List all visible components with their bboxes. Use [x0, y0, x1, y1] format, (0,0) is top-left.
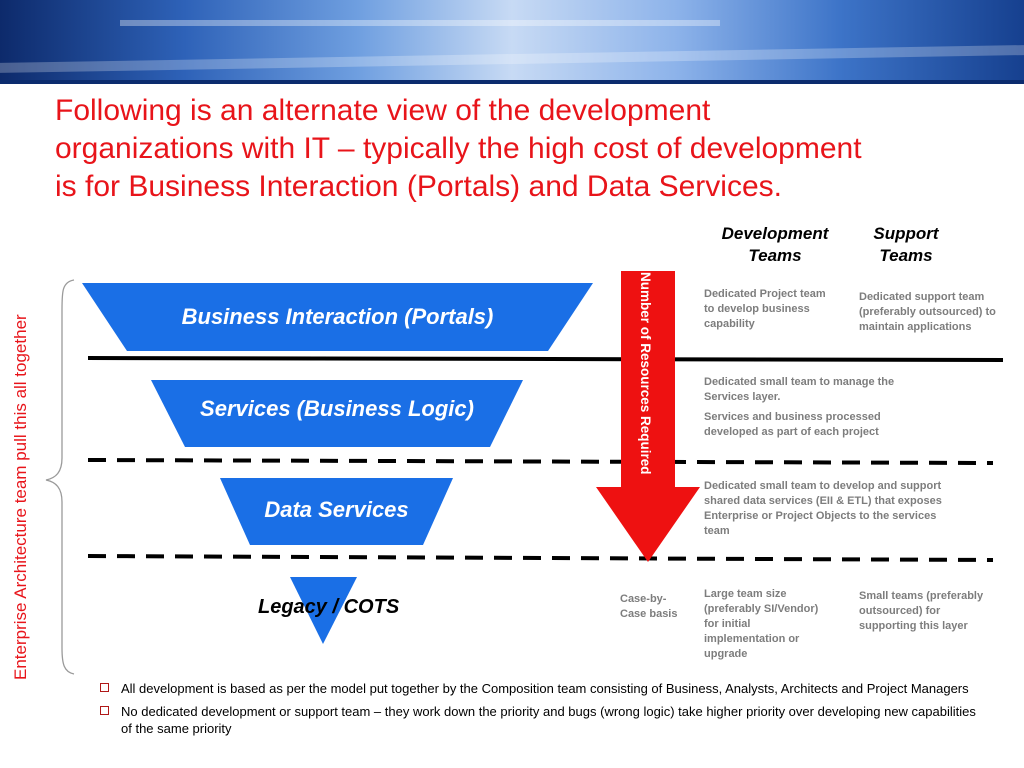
development-teams-header: Development Teams	[721, 224, 829, 265]
solid-separator	[88, 358, 1003, 360]
services-dev-note-2: Services and business processed developed as part of each project	[704, 411, 881, 438]
resources-arrow-label: Number of Resources Required	[638, 272, 653, 475]
data-services-dev-note: Dedicated small team to develop and support shared data services (EII & ETL) that exposes Enterprise or Project Objects to the services team	[704, 480, 942, 537]
bullet-item	[100, 680, 980, 697]
support-teams-header: Support Teams	[873, 224, 939, 265]
bullet-item	[100, 703, 980, 737]
data-services-layer-label: Data Services	[264, 497, 409, 522]
legacy-dev-note: Large team size (preferably SI/Vendor) for initial implementation or upgrade	[704, 588, 819, 660]
portals-support-note: Dedicated support team (preferably outsourced) to maintain applications	[859, 291, 996, 333]
slide-title: Following is an alternate view of the development organizations with IT – typically the high cost of development is for Business Interaction (Portals) and Data Services.	[55, 94, 862, 203]
legacy-layer-label: Legacy / COTS	[258, 596, 400, 618]
dashed-separator-1	[88, 460, 993, 463]
portals-dev-note: Dedicated Project team to develop business capability	[704, 288, 826, 330]
side-label-ea-team: Enterprise Architecture team pull this all together	[11, 314, 30, 680]
bullet-list	[100, 680, 980, 743]
bullet-text-1: All development is based as per the model put together by the Composition team consisting of Business, Analysts, Architects and Project Managers	[121, 681, 969, 696]
bullet-text-2: No dedicated development or support team – they work down the priority and bugs (wrong logic) take higher priority over developing new capabilities of the same priority	[121, 704, 976, 736]
legacy-case-note: Case-by-Case basis	[620, 593, 678, 620]
services-dev-note	[704, 375, 914, 445]
checkbox-bullet-icon	[100, 683, 109, 692]
dashed-separator-2	[88, 556, 993, 560]
left-brace	[46, 280, 74, 674]
portals-layer-label: Business Interaction (Portals)	[181, 304, 494, 329]
checkbox-bullet-icon	[100, 706, 109, 715]
legacy-support-note: Small teams (preferably outsourced) for supporting this layer	[859, 590, 984, 632]
services-dev-note-1: Dedicated small team to manage the Services layer.	[704, 376, 895, 403]
services-layer-label: Services (Business Logic)	[200, 396, 474, 421]
